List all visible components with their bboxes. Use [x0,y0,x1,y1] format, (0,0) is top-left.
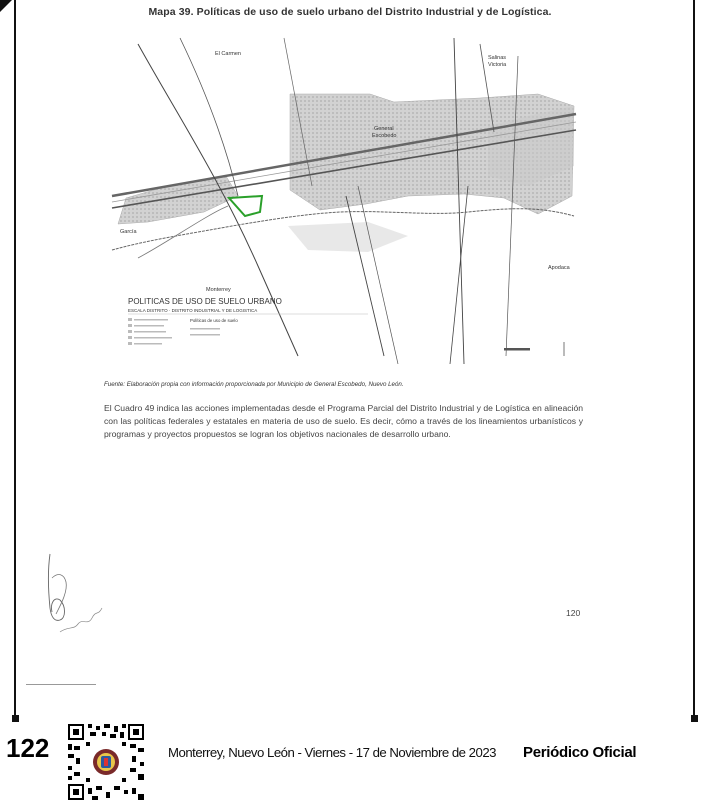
corner-mark [0,0,12,12]
page-frame-left [14,0,16,718]
road-4 [358,186,398,364]
land-use-map [108,36,584,364]
place-label-monterrey: Monterrey [206,287,231,293]
scale-bar [504,348,530,351]
place-label-garcia: García [120,229,137,235]
map-title: Mapa 39. Políticas de uso de suelo urbano del Distrito Industrial y de Logística. [148,6,552,18]
legend-subtitle: ESCALA DISTRITO · DISTRITO INDUSTRIAL Y DE LOGISTICA [128,308,258,313]
legend-column-header: Políticas de uso de suelo [190,318,238,323]
inner-page-number: 120 [566,608,581,618]
place-label-apodaca: Apodaca [548,265,570,271]
place-label-escobedo: Escobedo [372,133,397,139]
place-label-victoria: Victoria [488,62,507,68]
place-label-salinas: Salinas [488,55,507,61]
place-label-general: General [374,126,394,132]
footer-page-number: 122 [6,733,50,763]
legend-title: POLITICAS DE USO DE SUELO URBANO [128,297,282,306]
handwritten-signature [38,548,118,648]
body-paragraph: El Cuadro 49 indica las acciones implementadas desde el Programa Parcial del Distrito Industrial y de Logística en alineación con las políticas federales y estatales en materia de uso de suelo. Es decir, cómo a través de los lineamientos urbanísticos y programas y proyectos propuestos se logran los objetivos nacionales de desarrollo urbano. [104,403,583,439]
road-2 [180,38,238,196]
place-label-el-carmen: El Carmen [215,51,241,57]
page-frame-right [693,0,695,718]
map-source-note: Fuente: Elaboración propia con información proporcionada por Municipio de General Escobedo, Nuevo León. [104,381,404,388]
frame-corner-dot-right [691,715,698,722]
qr-code[interactable] [66,722,146,802]
frame-corner-dot-left [12,715,19,722]
urban-area-south [288,222,408,252]
footer-location-date: Monterrey, Nuevo León - Viernes - 17 de Noviembre de 2023 [168,745,497,760]
footer-publication-name: Periódico Oficial [523,744,637,761]
road-5 [454,38,464,364]
district-polygon [229,196,262,216]
divider-line [26,684,96,685]
